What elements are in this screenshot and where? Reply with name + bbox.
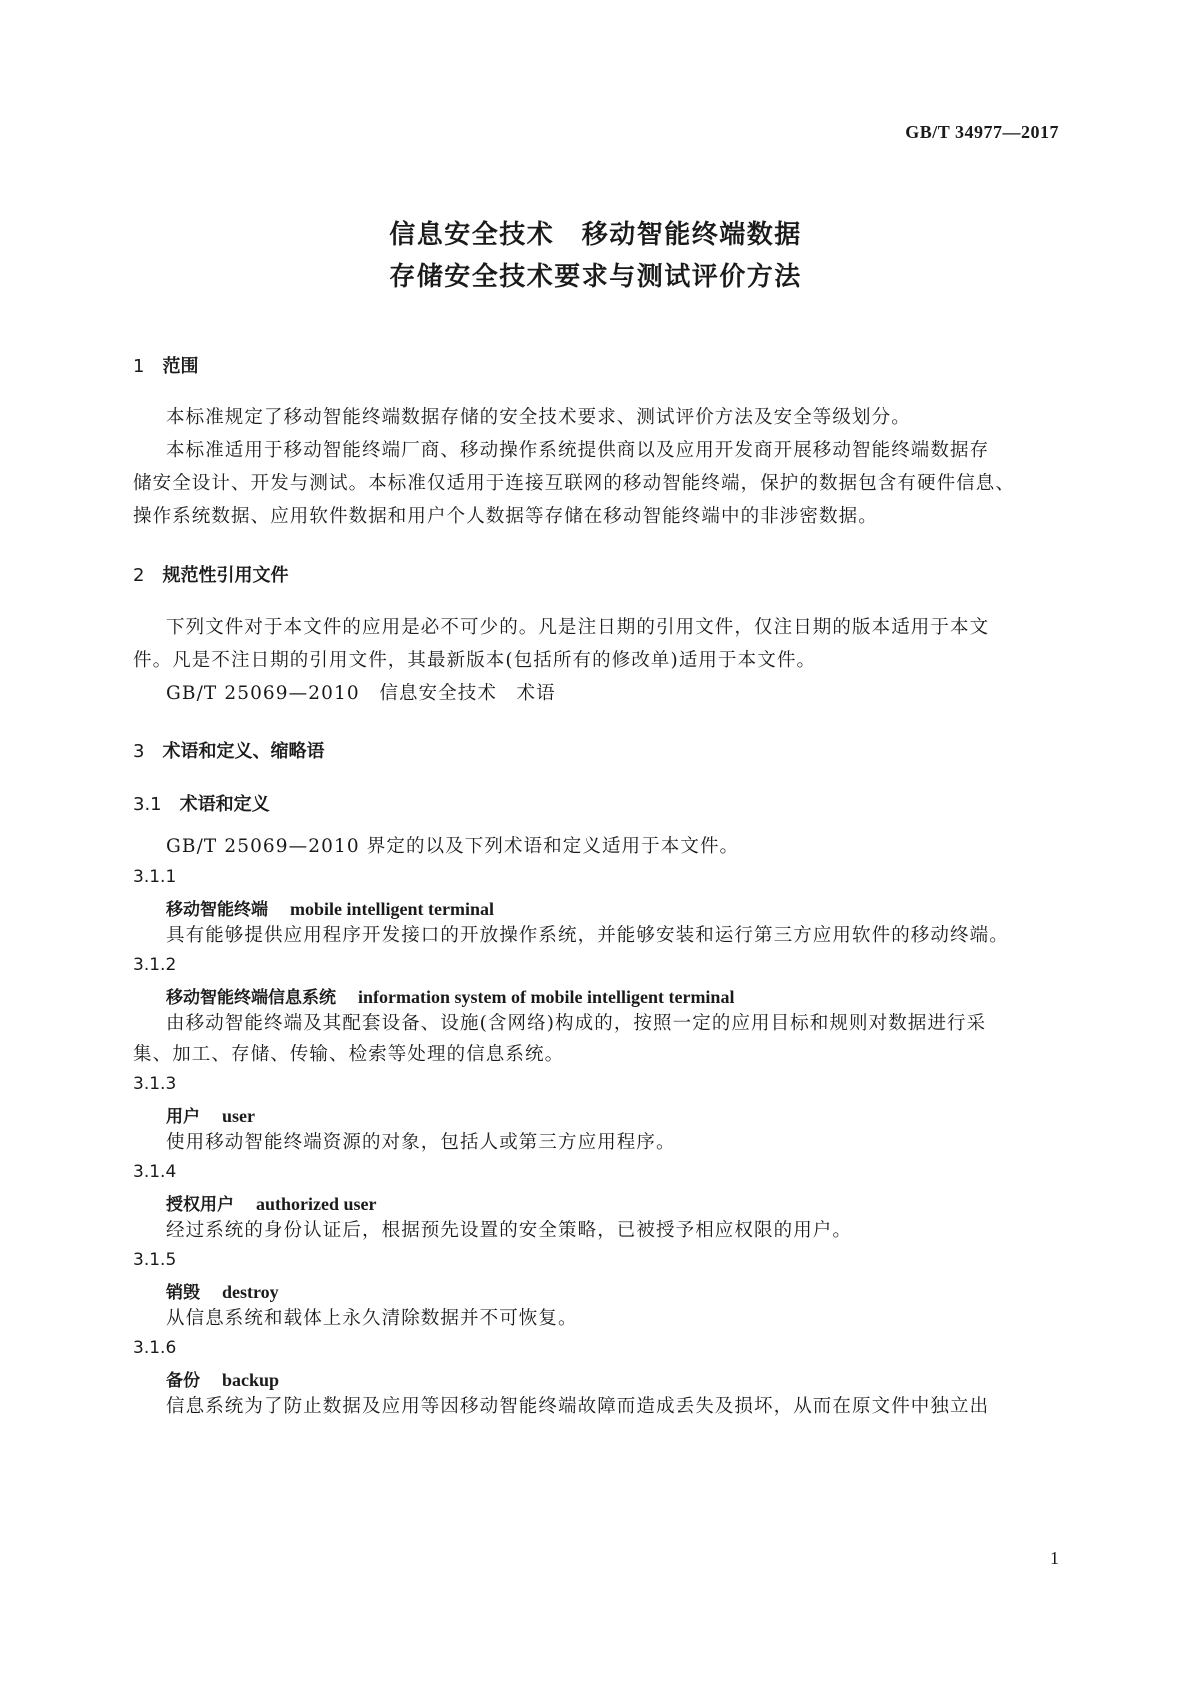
section-number: 3 — [133, 741, 145, 762]
term-definition-line-1: 使用移动智能终端资源的对象，包括人或第三方应用程序。 — [166, 1132, 676, 1153]
subsection-number: 3.1 — [133, 794, 162, 815]
term-number: 3.1.4 — [133, 1162, 177, 1182]
subsection-title: 术语和定义 — [179, 794, 270, 815]
term-number: 3.1.3 — [133, 1074, 177, 1094]
term-chinese: 移动智能终端 — [166, 900, 268, 920]
document-title-line-1: 信息安全技术 移动智能终端数据 — [389, 220, 802, 250]
term-title — [166, 1366, 279, 1391]
term-definition-line-1: 从信息系统和载体上永久清除数据并不可恢复。 — [166, 1308, 578, 1329]
term-english: backup — [222, 1370, 280, 1390]
term-title — [166, 895, 494, 920]
term-definition-line-1: 经过系统的身份认证后，根据预先设置的安全策略，已被授予相应权限的用户。 — [166, 1220, 853, 1241]
standard-code: GB/T 34977—2017 — [905, 122, 1059, 142]
section-3-heading — [133, 737, 324, 763]
term-english: destroy — [222, 1282, 279, 1302]
term-english: information system of mobile intelligent terminal — [358, 987, 735, 1007]
normative-paragraph-line-2: 件。凡是不注日期的引用文件，其最新版本(包括所有的修改单)适用于本文件。 — [133, 650, 817, 671]
term-definition-line-1: 信息系统为了防止数据及应用等因移动智能终端故障而造成丢失及损坏，从而在原文件中独立出 — [166, 1396, 990, 1417]
document-title-line-2: 存储安全技术要求与测试评价方法 — [389, 262, 802, 292]
normative-reference: GB/T 25069—2010 信息安全技术 术语 — [166, 683, 556, 704]
scope-paragraph-2-line-1: 本标准适用于移动智能终端厂商、移动操作系统提供商以及应用开发商开展移动智能终端数据存 — [166, 440, 990, 461]
term-english: user — [222, 1106, 255, 1126]
term-chinese: 授权用户 — [166, 1195, 234, 1215]
term-number: 3.1.5 — [133, 1250, 177, 1270]
page-number: 1 — [1050, 1548, 1059, 1568]
terms-intro: GB/T 25069—2010 界定的以及下列术语和定义适用于本文件。 — [166, 836, 740, 857]
term-number: 3.1.2 — [133, 955, 177, 975]
section-title: 规范性引用文件 — [162, 565, 289, 586]
section-title: 范围 — [162, 356, 199, 377]
scope-paragraph-2-line-3: 操作系统数据、应用软件数据和用户个人数据等存储在移动智能终端中的非涉密数据。 — [133, 506, 878, 527]
term-chinese: 移动智能终端信息系统 — [166, 988, 336, 1008]
term-definition-line-2: 集、加工、存储、传输、检索等处理的信息系统。 — [133, 1044, 565, 1065]
term-english: authorized user — [256, 1194, 377, 1214]
section-2-heading — [133, 561, 288, 587]
term-number: 3.1.6 — [133, 1338, 177, 1358]
section-1-heading — [133, 352, 198, 378]
section-title: 术语和定义、缩略语 — [162, 741, 325, 762]
term-chinese: 销毁 — [166, 1283, 200, 1303]
term-definition-line-1: 由移动智能终端及其配套设备、设施(含网络)构成的，按照一定的应用目标和规则对数据进行采 — [166, 1013, 987, 1034]
term-title — [166, 1102, 255, 1127]
term-english: mobile intelligent terminal — [290, 899, 494, 919]
term-definition-line-1: 具有能够提供应用程序开发接口的开放操作系统，并能够安装和运行第三方应用软件的移动终端。 — [166, 925, 1009, 946]
term-title — [166, 1278, 279, 1303]
section-number: 2 — [133, 565, 145, 586]
term-title — [166, 1190, 377, 1215]
term-chinese: 用户 — [166, 1107, 200, 1127]
term-title — [166, 983, 734, 1008]
term-chinese: 备份 — [166, 1371, 200, 1391]
section-number: 1 — [133, 356, 145, 377]
term-number: 3.1.1 — [133, 867, 177, 887]
scope-paragraph-2-line-2: 储安全设计、开发与测试。本标准仅适用于连接互联网的移动智能终端，保护的数据包含有硬件信息、 — [133, 473, 1016, 494]
normative-paragraph-line-1: 下列文件对于本文件的应用是必不可少的。凡是注日期的引用文件，仅注日期的版本适用于本文 — [166, 617, 990, 638]
subsection-3-1-heading — [133, 790, 270, 816]
scope-paragraph-1: 本标准规定了移动智能终端数据存储的安全技术要求、测试评价方法及安全等级划分。 — [166, 407, 911, 428]
